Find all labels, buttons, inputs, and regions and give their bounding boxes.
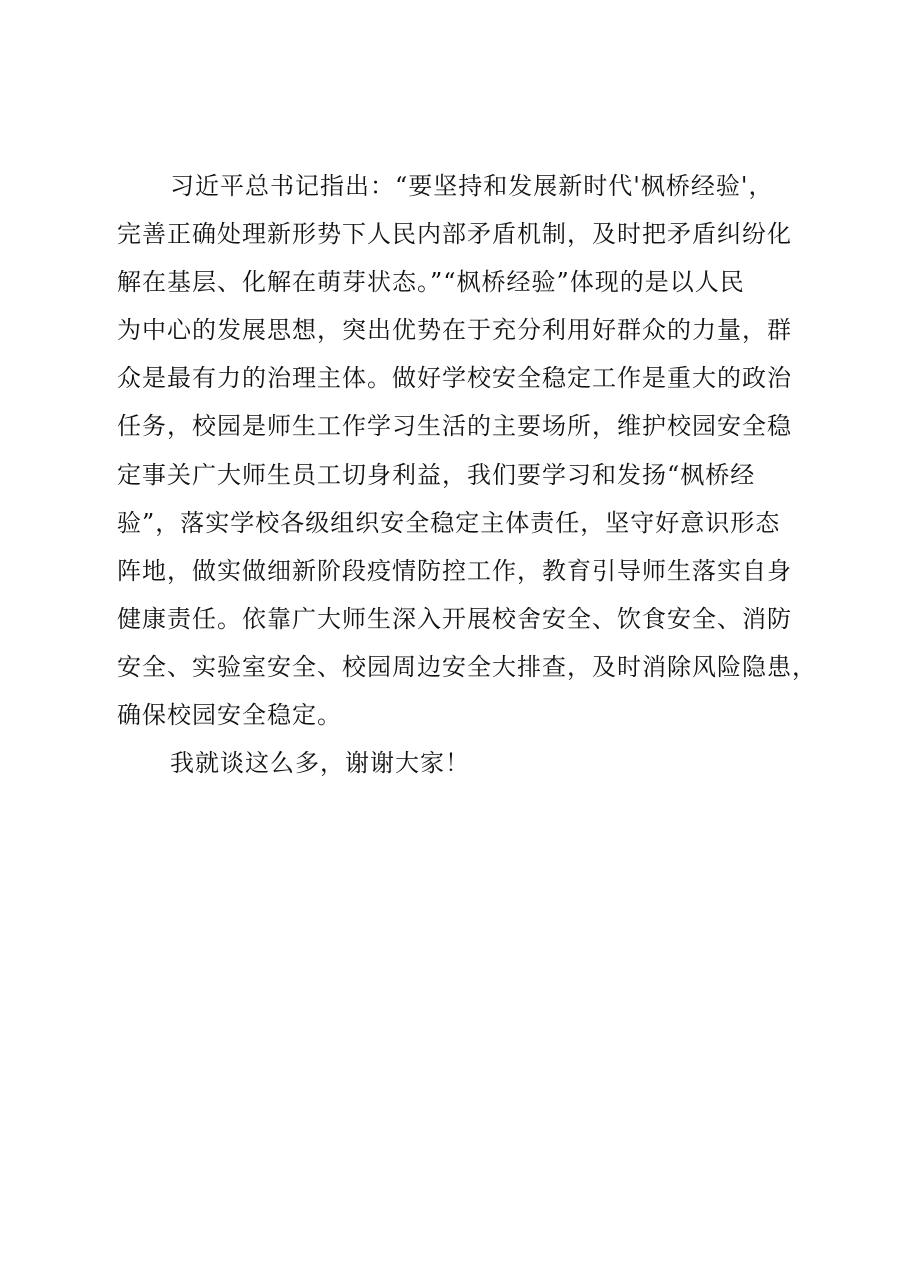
paragraph-line: 阵地，做实做细新阶段疫情防控工作，教育引导师生落实自身 <box>117 556 792 585</box>
paragraph-line: 确保校园安全稳定。 <box>117 701 342 730</box>
paragraph-line: 习近平总书记指出：“要坚持和发展新时代'枫桥经验'， <box>170 172 774 200</box>
paragraph-line: 验”，落实学校各级组织安全稳定主体责任，坚守好意识形态 <box>117 508 781 537</box>
paragraph-line: 安全、实验室安全、校园周边安全大排查，及时消除风险隐患， <box>117 652 817 681</box>
paragraph-line: 健康责任。依靠广大师生深入开展校舍安全、饮食安全、消防 <box>117 604 792 633</box>
closing-line: 我就谈这么多，谢谢大家！ <box>170 749 470 778</box>
paragraph-line: 定事关广大师生员工切身利益，我们要学习和发扬“枫桥经 <box>117 460 756 489</box>
paragraph-line: 众是最有力的治理主体。做好学校安全稳定工作是重大的政治 <box>117 364 792 393</box>
document-body <box>117 162 817 787</box>
paragraph-line: 解在基层、化解在萌芽状态。”“枫桥经验”体现的是以人民 <box>117 268 745 297</box>
paragraph-line: 为中心的发展思想，突出优势在于充分利用好群众的力量，群 <box>117 316 792 345</box>
paragraph-line: 任务，校园是师生工作学习生活的主要场所，维护校园安全稳 <box>117 412 792 441</box>
paragraph-line: 完善正确处理新形势下人民内部矛盾机制，及时把矛盾纠纷化 <box>117 220 792 249</box>
